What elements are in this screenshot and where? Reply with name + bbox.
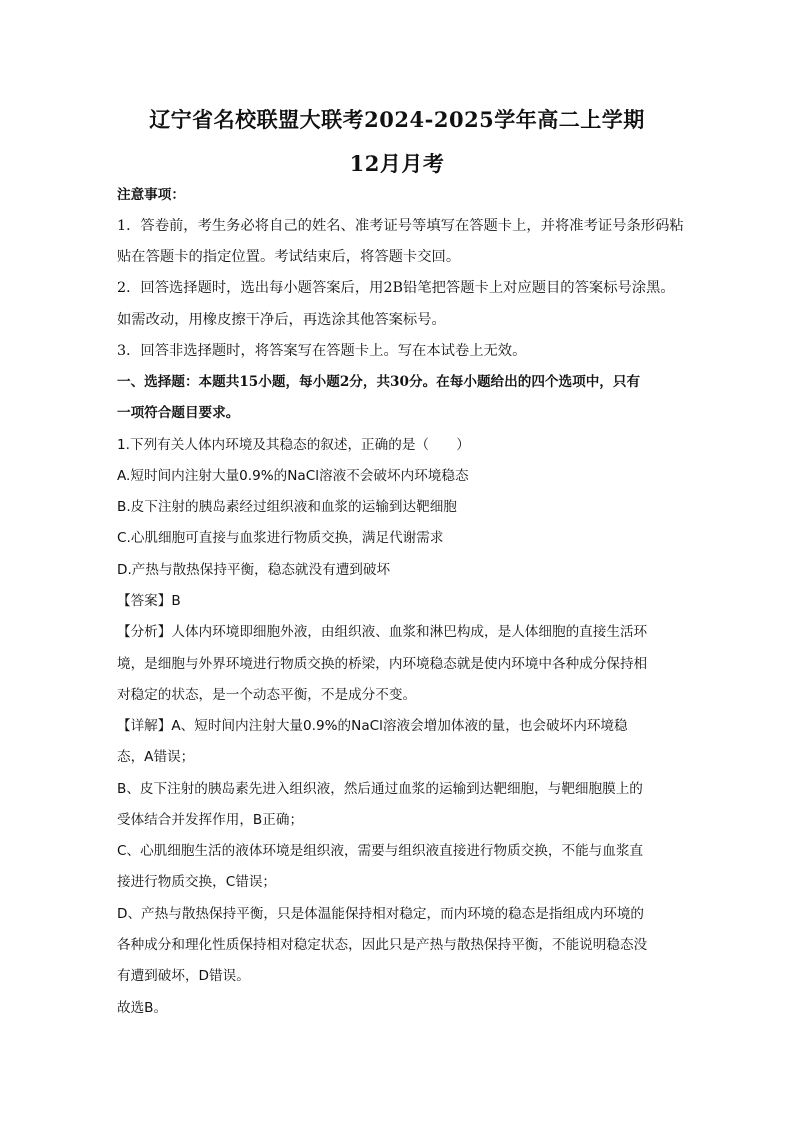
analysis-line: 【分析】人体内环境即细胞外液，由组织液、血浆和淋巴构成，是人体细胞的直接生活环 <box>117 624 648 640</box>
option-c: C.心肌细胞可直接与血浆进行物质交换，满足代谢需求 <box>117 530 444 546</box>
analysis-line: 对稳定的状态，是一个动态平衡，不是成分不变。 <box>117 687 417 703</box>
detail-line: B、皮下注射的胰岛素先进入组织液，然后通过血浆的运输到达靶细胞，与靶细胞膜上的 <box>117 781 643 797</box>
section-heading-a: 一、选择题：本题共15小题，每小题2分，共30分。在每小题给出的四个选项中，只有 <box>117 374 641 390</box>
detail-line: C、心肌细胞生活的液体环境是组织液，需要与组织液直接进行物质交换，不能与血浆直 <box>117 843 644 859</box>
detail-line: D、产热与散热保持平衡，只是体温能保持相对稳定，而内环境的稳态是指组成内环境的 <box>117 906 645 922</box>
section-heading-b: 一项符合题目要求。 <box>117 405 240 421</box>
notice-item-1a: 1．答卷前，考生务必将自己的姓名、准考证号等填写在答题卡上，并将准考证号条形码粘 <box>117 218 684 234</box>
option-b: B.皮下注射的胰岛素经过组织液和血浆的运输到达靶细胞 <box>117 499 457 515</box>
notice-item-1b: 贴在答题卡的指定位置。考试结束后，将答题卡交回。 <box>117 249 461 265</box>
notice-item-2a: 2．回答选择题时，选出每小题答案后，用2B铅笔把答题卡上对应题目的答案标号涂黑。 <box>117 280 675 296</box>
analysis-line: 境，是细胞与外界环境进行物质交换的桥梁，内环境稳态就是使内环境中各种成分保持相 <box>117 656 648 672</box>
detail-line: 接进行物质交换，C错误； <box>117 874 277 890</box>
notice-heading: 注意事项： <box>117 187 185 203</box>
detail-line: 【详解】A、短时间内注射大量0.9%的NaCl溶液会增加体液的量，也会破坏内环境稳 <box>117 718 628 734</box>
answer-label: 【答案】B <box>117 593 181 609</box>
detail-line: 有遭到破坏，D错误。 <box>117 968 250 984</box>
doc-title-line1: 辽宁省名校联盟大联考2024-2025学年高二上学期 <box>149 107 645 132</box>
notice-item-2b: 如需改动，用橡皮擦干净后，再选涂其他答案标号。 <box>117 312 446 328</box>
option-d: D.产热与散热保持平衡，稳态就没有遭到破坏 <box>117 562 391 578</box>
detail-line: 态，A错误； <box>117 749 195 765</box>
question-stem: 1.下列有关人体内环境及其稳态的叙述，正确的是（ ） <box>117 437 470 453</box>
notice-item-3: 3．回答非选择题时，将答案写在答题卡上。写在本试卷上无效。 <box>117 343 527 359</box>
conclusion-line: 故选B。 <box>117 1000 168 1016</box>
detail-line: 受体结合并发挥作用，B正确； <box>117 812 304 828</box>
option-a: A.短时间内注射大量0.9%的NaCl溶液不会破坏内环境稳态 <box>117 468 469 484</box>
detail-line: 各种成分和理化性质保持相对稳定状态，因此只是产热与散热保持平衡，不能说明稳态没 <box>117 937 648 953</box>
doc-title-line2: 12月月考 <box>349 151 445 176</box>
